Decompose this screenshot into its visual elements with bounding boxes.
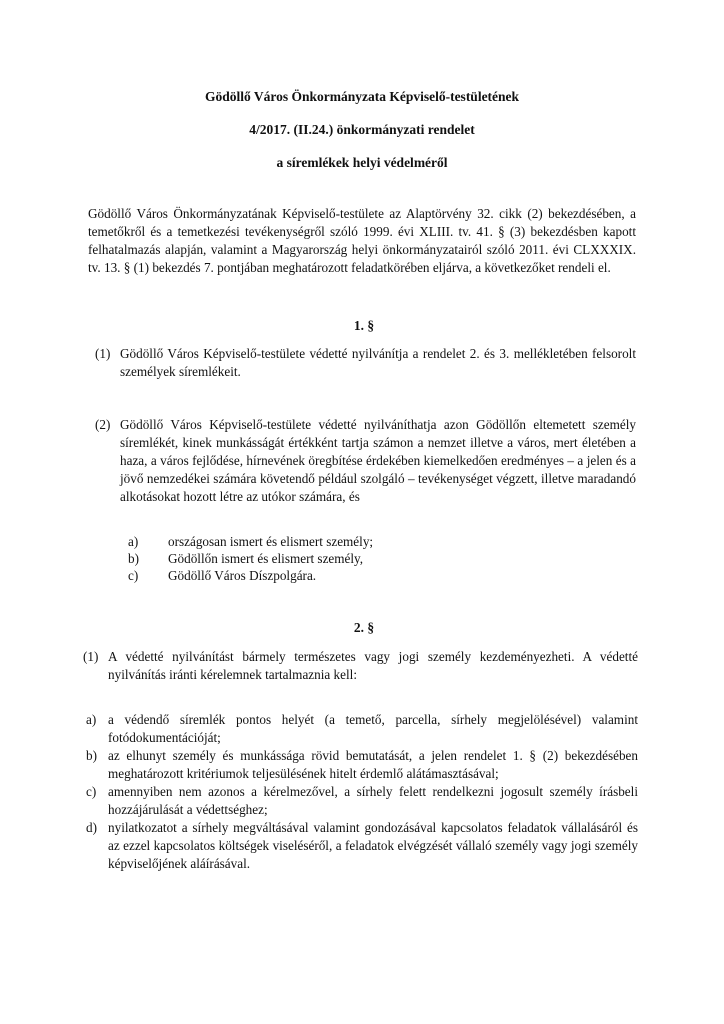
document-title-line1: Gödöllő Város Önkormányzata Képviselő-testületének bbox=[204, 89, 520, 104]
list-item-text: az elhunyt személy és munkássága rövid bemutatását, a jelen rendelet 1. § (2) bekezdésében meghatározott kritériumok teljesülésének hitelt érdemlő alátámasztásával; bbox=[108, 748, 638, 781]
list-item bbox=[128, 550, 528, 568]
list-item-label: b) bbox=[86, 748, 97, 763]
list-item-label: a) bbox=[128, 534, 139, 549]
paragraph-text: Gödöllő Város Képviselő-testülete védetté nyilváníthatja azon Gödöllőn eltemetett személy síremlékét, kinek munkásságát értékként tartja számon a nemzet illetve a város, mert életében a haza, a város fejlődése, hírnevének öregbítése érdekében kiemelkedően eredményes – a jelen és a jövő nemzedékei számára követendő például szolgáló – tevékenységet végzett, illetve maradandó alkotásokat hozott létre az utókor számára, és bbox=[120, 417, 636, 504]
list-item-text: amennyiben nem azonos a kérelmezővel, a sírhely felett rendelkezni jogosult személy írásbeli hozzájárulását a védettséghez; bbox=[108, 784, 638, 817]
list-item-text: országosan ismert és elismert személy; bbox=[168, 534, 374, 549]
list-item bbox=[128, 567, 528, 585]
section-1-paragraph-1 bbox=[95, 345, 636, 381]
list-item bbox=[86, 747, 638, 783]
list-item-text: nyilatkozatot a sírhely megváltásával valamint gondozásával kapcsolatos feladatok vállalásáról és az ezzel kapcsolatos költségek viseléséről, a feladatok elvégzését vállaló személy vagy jogi személy képviselőjének aláírásával. bbox=[108, 820, 638, 871]
section-heading-2: 2. § bbox=[353, 620, 375, 635]
section-heading-1: 1. § bbox=[353, 318, 375, 333]
preamble: Gödöllő Város Önkormányzatának Képviselő-testülete az Alaptörvény 32. cikk (2) bekezdésében, a temetőkről és a temetkezési tevékenységről szóló 1999. évi XLIII. tv. 41. § (3) bekezdésben kapott felhatalmazás alapján, valamint a Magyarország helyi önkormányzatairól szóló 2011. évi CLXXXIX. tv. 13. § (1) bekezdés 7. pontjában meghatározott feladatkörében eljárva, a következőket rendeli el. bbox=[88, 206, 636, 275]
section-1-paragraph-2 bbox=[95, 416, 636, 506]
document-title-line3: a síremlékek helyi védelméről bbox=[276, 155, 448, 170]
list-item-label: a) bbox=[86, 712, 97, 727]
list-item bbox=[86, 783, 638, 819]
list-item-label: c) bbox=[86, 784, 97, 799]
document-title-line2: 4/2017. (II.24.) önkormányzati rendelet bbox=[249, 122, 475, 137]
list-item bbox=[86, 711, 638, 747]
list-item bbox=[128, 533, 528, 551]
list-item bbox=[86, 819, 638, 873]
list-item-text: Gödöllő Város Díszpolgára. bbox=[168, 568, 317, 583]
section-2-paragraph-1 bbox=[83, 648, 638, 684]
list-item-text: a védendő síremlék pontos helyét (a temető, parcella, sírhely megjelölésével) valamint fotódokumentációját; bbox=[108, 712, 638, 745]
list-item-label: d) bbox=[86, 820, 97, 835]
paragraph-number: (1) bbox=[95, 346, 111, 361]
list-item-label: b) bbox=[128, 551, 139, 566]
paragraph-number: (2) bbox=[95, 417, 111, 432]
paragraph-text: Gödöllő Város Képviselő-testülete védetté nyilvánítja a rendelet 2. és 3. mellékletében felsorolt személyek síremlékeit. bbox=[120, 346, 636, 379]
list-item-text: Gödöllőn ismert és elismert személy, bbox=[168, 551, 364, 566]
paragraph-number: (1) bbox=[83, 649, 99, 664]
list-item-label: c) bbox=[128, 568, 139, 583]
paragraph-text: A védetté nyilvánítást bármely természetes vagy jogi személy kezdeményezheti. A védetté nyilvánítás iránti kérelemnek tartalmaznia kell: bbox=[108, 649, 638, 682]
